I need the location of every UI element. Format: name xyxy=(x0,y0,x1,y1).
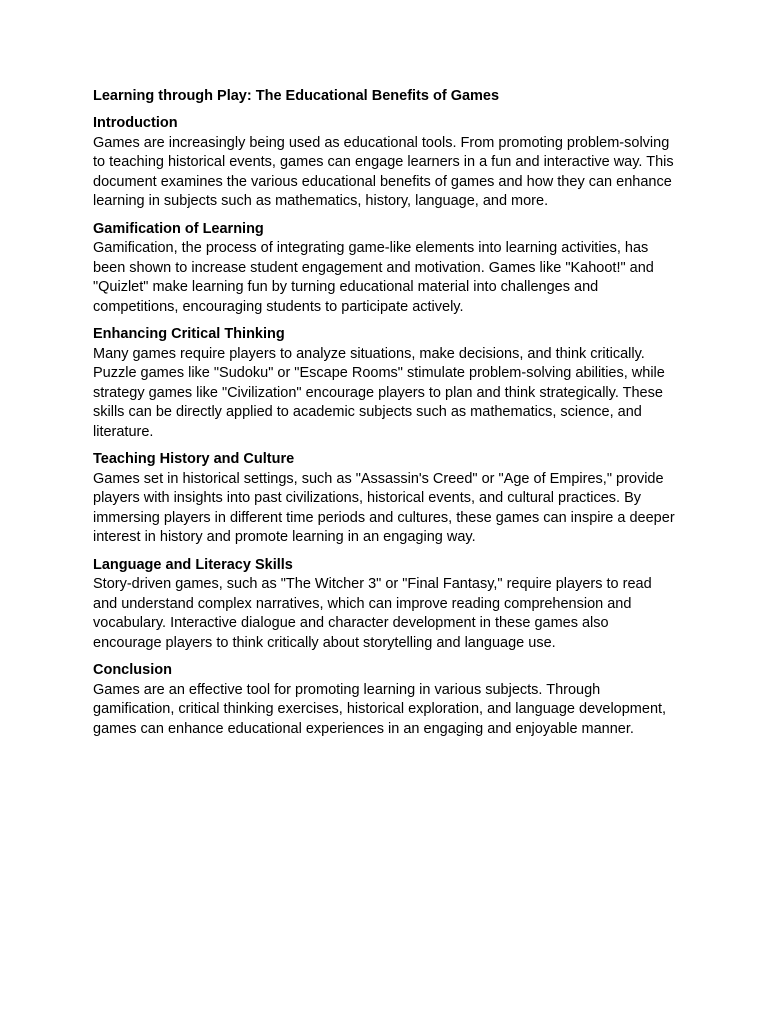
document-title: Learning through Play: The Educational Benefits of Games xyxy=(93,88,500,104)
section-heading: Gamification of Learning xyxy=(93,220,264,237)
section-body: Story-driven games, such as "The Witcher 3" or "Final Fantasy," require players to read and understand complex narratives, which can improve reading comprehension and vocabulary. Interactive dialogue and character development in these games also encourage players to think critically about storytelling and language use. xyxy=(93,576,652,651)
section-heading: Conclusion xyxy=(93,662,172,678)
section-critical-thinking xyxy=(93,325,678,442)
section-introduction xyxy=(93,114,678,212)
section-heading: Language and Literacy Skills xyxy=(93,556,293,573)
section-gamification xyxy=(93,220,678,318)
section-heading: Introduction xyxy=(93,115,178,131)
section-body: Games set in historical settings, such as "Assassin's Creed" or "Age of Empires," provide players with insights into past civilizations, historical events, and cultural practices. By immersing players in different time periods and cultures, these games can inspire a deeper interest in history and promote learning in an engaging way. xyxy=(93,470,675,545)
section-conclusion xyxy=(93,661,678,739)
section-body: Games are an effective tool for promoting learning in various subjects. Through gamification, critical thinking exercises, historical exploration, and language development, games can enhance educational experiences in an engaging and enjoyable manner. xyxy=(93,681,667,737)
section-heading: Teaching History and Culture xyxy=(93,451,295,467)
section-heading: Enhancing Critical Thinking xyxy=(93,326,285,342)
section-body: Games are increasingly being used as educational tools. From promoting problem-solving to teaching historical events, games can engage learners in a fun and interactive way. This document examines the various educational benefits of games and how they can enhance learning in subjects such as mathematics, history, language, and more. xyxy=(93,134,674,209)
section-history-culture xyxy=(93,450,678,548)
section-language-literacy xyxy=(93,556,678,654)
section-body: Gamification, the process of integrating game-like elements into learning activities, has been shown to increase student engagement and motivation. Games like "Kahoot!" and "Quizlet" make learning fun by turning educational material into challenges and competitions, encouraging students to participate actively. xyxy=(93,240,654,315)
section-body: Many games require players to analyze situations, make decisions, and think critically. Puzzle games like "Sudoku" or "Escape Rooms" stimulate problem-solving abilities, while strategy games like "Civilization" encourage players to plan and think strategically. These skills can be directly applied to academic subjects such as mathematics, science, and literature. xyxy=(93,345,665,440)
